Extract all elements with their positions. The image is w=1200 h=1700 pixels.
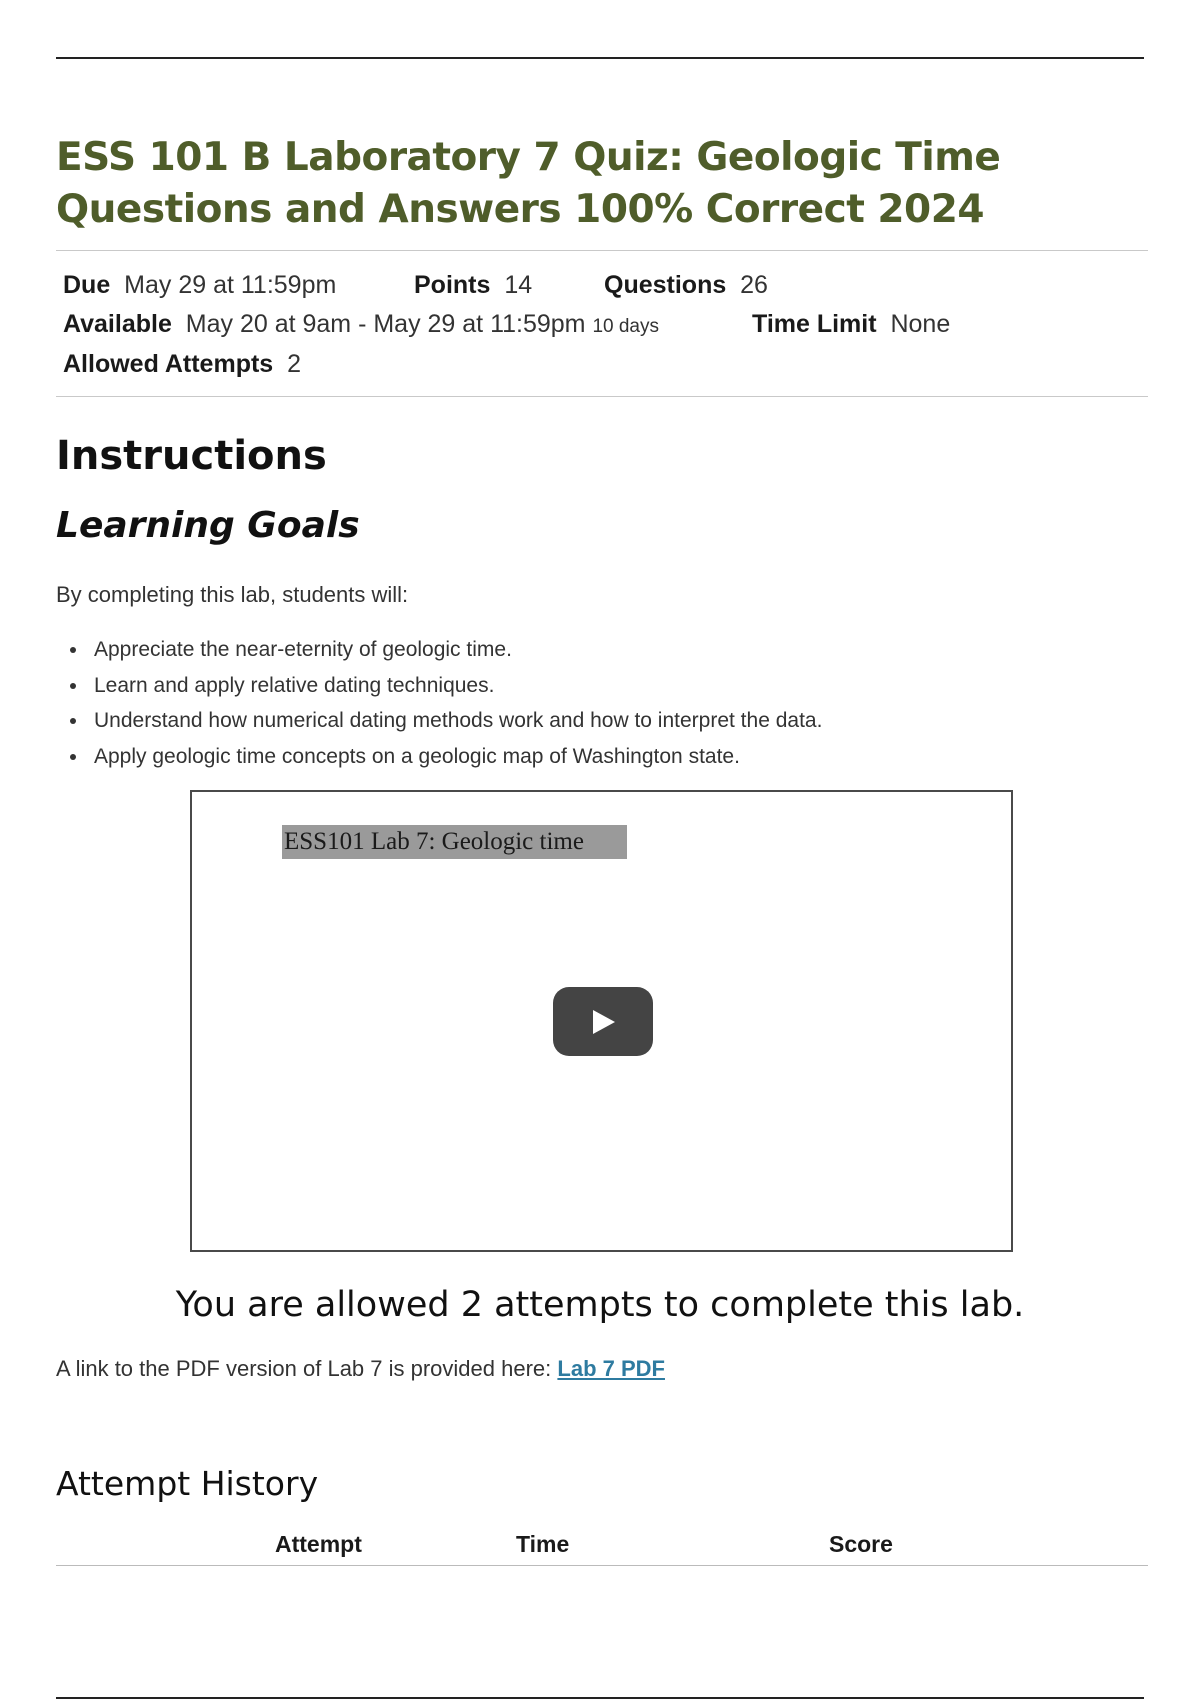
points-value: 14 <box>504 271 533 299</box>
attempt-column-header: Attempt <box>275 1531 362 1557</box>
available-duration: 10 days <box>592 316 659 337</box>
pdf-link-line <box>56 1354 665 1384</box>
video-title[interactable]: ESS101 Lab 7: Geologic time <box>282 825 627 859</box>
play-icon <box>591 1009 617 1035</box>
instructions-heading: Instructions <box>56 433 327 479</box>
available-label: Available <box>63 310 172 338</box>
video-play-button[interactable] <box>553 987 653 1056</box>
top-rule <box>56 57 1144 59</box>
pdf-link-text: A link to the PDF version of Lab 7 is provided here: <box>56 1356 552 1381</box>
points-label: Points <box>414 271 491 299</box>
attempts-label: Allowed Attempts <box>63 350 274 378</box>
time-limit-label: Time Limit <box>752 310 877 338</box>
due-detail <box>63 270 336 300</box>
goals-intro: By completing this lab, students will: <box>56 582 409 607</box>
list-item: Apply geologic time concepts on a geologic map of Washington state. <box>56 739 822 775</box>
lab-pdf-link[interactable]: Lab 7 PDF <box>557 1356 665 1381</box>
questions-label: Questions <box>604 271 727 299</box>
points-detail <box>414 270 532 300</box>
due-value: May 29 at 11:59pm <box>124 271 337 299</box>
bottom-rule <box>56 1697 1144 1699</box>
time-column-header: Time <box>516 1531 570 1557</box>
available-value: May 20 at 9am - May 29 at 11:59pm <box>185 310 586 338</box>
attempts-detail <box>63 349 301 379</box>
learning-goals-list <box>56 632 822 774</box>
video-embed[interactable] <box>190 790 1013 1252</box>
due-label: Due <box>63 271 111 299</box>
list-item: Learn and apply relative dating techniques. <box>56 668 822 704</box>
questions-detail <box>604 270 768 300</box>
available-detail <box>63 309 659 342</box>
time-limit-detail <box>752 309 950 339</box>
details-top-divider <box>56 250 1148 251</box>
attempts-value: 2 <box>287 350 302 378</box>
score-column-header: Score <box>829 1531 893 1557</box>
list-item: Appreciate the near-eternity of geologic time. <box>56 632 822 668</box>
time-limit-value: None <box>890 310 951 338</box>
page-title: ESS 101 B Laboratory 7 Quiz: Geologic Time Questions and Answers 100% Correct 2024 <box>56 135 1001 232</box>
history-table-divider <box>56 1565 1148 1566</box>
learning-goals-heading: Learning Goals <box>56 505 360 546</box>
questions-value: 26 <box>740 271 768 299</box>
list-item: Understand how numerical dating methods work and how to interpret the data. <box>56 703 822 739</box>
details-bottom-divider <box>56 396 1148 397</box>
attempt-history-heading: Attempt History <box>56 1464 319 1503</box>
allowed-attempts-note: You are allowed 2 attempts to complete this lab. <box>175 1285 1025 1325</box>
